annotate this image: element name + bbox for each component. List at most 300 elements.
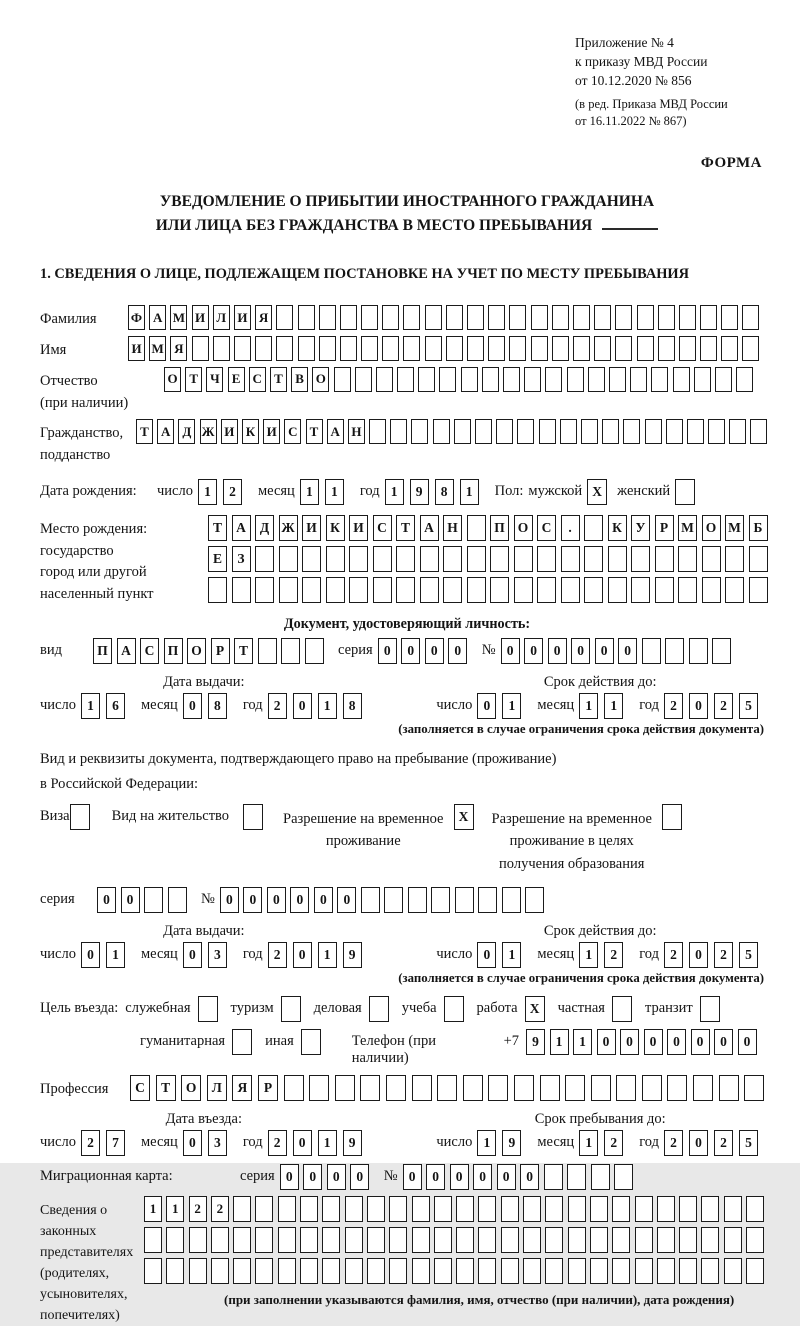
patronymic-cell[interactable]	[461, 367, 478, 392]
stay-day-cell[interactable]: 1	[477, 1130, 496, 1156]
doc-number-cell[interactable]	[689, 638, 708, 664]
representatives-line3-cell[interactable]	[612, 1258, 630, 1284]
birth-place-line2-cell[interactable]	[302, 546, 321, 572]
permit-issue-month-cell[interactable]: 0	[183, 942, 202, 968]
birth-place-line1-cell[interactable]: И	[349, 515, 368, 541]
phone-number-cell[interactable]: 0	[597, 1029, 616, 1055]
patronymic-cell[interactable]	[355, 367, 372, 392]
given-name-cell[interactable]	[446, 336, 463, 361]
representatives-line3-cell[interactable]	[545, 1258, 563, 1284]
migration-number-cell[interactable]	[614, 1164, 633, 1190]
permit-expiry-month-cell[interactable]: 2	[604, 942, 623, 968]
doc-issue-month-cell[interactable]: 0	[183, 693, 202, 719]
purpose-work-checkbox-cell[interactable]: X	[525, 996, 545, 1022]
patronymic-cell[interactable]	[418, 367, 435, 392]
birth-place-line1-cell[interactable]: Д	[255, 515, 274, 541]
doc-issue-year-cell[interactable]: 0	[293, 693, 312, 719]
representatives-line2-cell[interactable]	[590, 1227, 608, 1253]
representatives-line3-cell[interactable]	[478, 1258, 496, 1284]
permit-issue-year-cell[interactable]: 1	[318, 942, 337, 968]
patronymic-cell[interactable]	[397, 367, 414, 392]
entry-month-cell[interactable]: 0	[183, 1130, 202, 1156]
residence-permit-checkbox-cell[interactable]	[243, 804, 263, 830]
given-name-cell[interactable]: М	[149, 336, 166, 361]
doc-issue-day-cell[interactable]: 6	[106, 693, 125, 719]
representatives-line3-cell[interactable]	[724, 1258, 742, 1284]
birth-place-line3-cell[interactable]	[232, 577, 251, 603]
birth-place-line2-cell[interactable]	[349, 546, 368, 572]
doc-series-cell[interactable]: 0	[401, 638, 420, 664]
representatives-line2-cell[interactable]	[612, 1227, 630, 1253]
citizenship-cell[interactable]	[623, 419, 640, 444]
representatives-line1-cell[interactable]	[233, 1196, 251, 1222]
representatives-line1-cell[interactable]	[568, 1196, 586, 1222]
phone-number-cell[interactable]: 0	[691, 1029, 710, 1055]
entry-year-cell[interactable]: 1	[318, 1130, 337, 1156]
given-name-cell[interactable]	[213, 336, 230, 361]
permit-issue-year-cell[interactable]: 2	[268, 942, 287, 968]
birth-place-line3-cell[interactable]	[702, 577, 721, 603]
permit-number-cell[interactable]	[361, 887, 380, 913]
edu-residence-checkbox-cell[interactable]	[662, 804, 682, 830]
phone-number-cell[interactable]: 0	[738, 1029, 757, 1055]
representatives-line3-cell[interactable]	[679, 1258, 697, 1284]
representatives-line2-cell[interactable]	[501, 1227, 519, 1253]
representatives-line2-cell[interactable]	[523, 1227, 541, 1253]
representatives-line3-cell[interactable]	[144, 1258, 162, 1284]
representatives-line2-cell[interactable]	[701, 1227, 719, 1253]
given-name-cell[interactable]	[637, 336, 654, 361]
representatives-line3-cell[interactable]	[456, 1258, 474, 1284]
permit-number-cell[interactable]	[502, 887, 521, 913]
representatives-line3-cell[interactable]	[635, 1258, 653, 1284]
representatives-line3-cell[interactable]	[746, 1258, 764, 1284]
citizenship-cell[interactable]: А	[157, 419, 174, 444]
doc-number-cell[interactable]: 0	[618, 638, 637, 664]
permit-number-cell[interactable]	[525, 887, 544, 913]
representatives-line3-cell[interactable]	[389, 1258, 407, 1284]
citizenship-cell[interactable]: А	[327, 419, 344, 444]
representatives-line1-cell[interactable]	[434, 1196, 452, 1222]
birth-place-line3-cell[interactable]	[208, 577, 227, 603]
representatives-line1-cell[interactable]: 1	[166, 1196, 184, 1222]
purpose-tourism-checkbox-cell[interactable]	[281, 996, 301, 1022]
citizenship-cell[interactable]	[433, 419, 450, 444]
phone-number-cell[interactable]: 0	[714, 1029, 733, 1055]
birth-place-line1-cell[interactable]: П	[490, 515, 509, 541]
profession-cell[interactable]	[591, 1075, 611, 1101]
representatives-line2-cell[interactable]	[545, 1227, 563, 1253]
given-name-cell[interactable]	[340, 336, 357, 361]
representatives-line2-cell[interactable]	[478, 1227, 496, 1253]
permit-expiry-year-cell[interactable]: 2	[714, 942, 733, 968]
entry-month-cell[interactable]: 3	[208, 1130, 227, 1156]
birth-place-line2-cell[interactable]	[584, 546, 603, 572]
birth-place-line3-cell[interactable]	[396, 577, 415, 603]
profession-cell[interactable]: С	[130, 1075, 150, 1101]
doc-issue-year-cell[interactable]: 8	[343, 693, 362, 719]
birth-place-line1-cell[interactable]: М	[678, 515, 697, 541]
surname-cell[interactable]	[488, 305, 505, 330]
representatives-line1-cell[interactable]	[746, 1196, 764, 1222]
representatives-line2-cell[interactable]	[144, 1227, 162, 1253]
citizenship-cell[interactable]	[454, 419, 471, 444]
given-name-cell[interactable]	[361, 336, 378, 361]
doc-kind-cell[interactable]: О	[187, 638, 206, 664]
representatives-line2-cell[interactable]	[233, 1227, 251, 1253]
surname-cell[interactable]	[361, 305, 378, 330]
representatives-line1-cell[interactable]	[724, 1196, 742, 1222]
patronymic-cell[interactable]	[482, 367, 499, 392]
representatives-line3-cell[interactable]	[255, 1258, 273, 1284]
citizenship-cell[interactable]	[729, 419, 746, 444]
migration-number-cell[interactable]: 0	[497, 1164, 516, 1190]
surname-cell[interactable]	[742, 305, 759, 330]
representatives-line3-cell[interactable]	[278, 1258, 296, 1284]
surname-cell[interactable]	[340, 305, 357, 330]
migration-number-cell[interactable]: 0	[426, 1164, 445, 1190]
doc-kind-cell[interactable]: Р	[211, 638, 230, 664]
birth-place-line3-cell[interactable]	[420, 577, 439, 603]
surname-cell[interactable]: А	[149, 305, 166, 330]
doc-kind-cell[interactable]: А	[117, 638, 136, 664]
doc-number-cell[interactable]: 0	[548, 638, 567, 664]
citizenship-cell[interactable]	[411, 419, 428, 444]
birth-place-line1-cell[interactable]: Т	[396, 515, 415, 541]
doc-expiry-year-cell[interactable]: 0	[689, 693, 708, 719]
patronymic-cell[interactable]: Ч	[206, 367, 223, 392]
birth-place-line3-cell[interactable]	[749, 577, 768, 603]
patronymic-cell[interactable]: Т	[270, 367, 287, 392]
given-name-cell[interactable]	[573, 336, 590, 361]
citizenship-cell[interactable]: С	[284, 419, 301, 444]
birth-place-line3-cell[interactable]	[255, 577, 274, 603]
representatives-line3-cell[interactable]	[322, 1258, 340, 1284]
doc-expiry-year-cell[interactable]: 2	[664, 693, 683, 719]
birth-place-line3-cell[interactable]	[279, 577, 298, 603]
representatives-line1-cell[interactable]: 2	[189, 1196, 207, 1222]
doc-issue-year-cell[interactable]: 1	[318, 693, 337, 719]
representatives-line3-cell[interactable]	[412, 1258, 430, 1284]
entry-year-cell[interactable]: 0	[293, 1130, 312, 1156]
migration-number-cell[interactable]	[544, 1164, 563, 1190]
permit-expiry-year-cell[interactable]: 2	[664, 942, 683, 968]
migration-series-cell[interactable]: 0	[327, 1164, 346, 1190]
given-name-cell[interactable]	[403, 336, 420, 361]
representatives-line1-cell[interactable]: 1	[144, 1196, 162, 1222]
permit-number-cell[interactable]	[384, 887, 403, 913]
representatives-line1-cell[interactable]	[300, 1196, 318, 1222]
birth-place-line3-cell[interactable]	[608, 577, 627, 603]
patronymic-cell[interactable]: О	[312, 367, 329, 392]
stay-year-cell[interactable]: 5	[739, 1130, 758, 1156]
birth-place-line2-cell[interactable]	[279, 546, 298, 572]
surname-cell[interactable]	[700, 305, 717, 330]
phone-number-cell[interactable]: 0	[620, 1029, 639, 1055]
stay-year-cell[interactable]: 2	[714, 1130, 733, 1156]
given-name-cell[interactable]	[700, 336, 717, 361]
doc-series-cell[interactable]: 0	[378, 638, 397, 664]
doc-series-cell[interactable]: 0	[425, 638, 444, 664]
permit-number-cell[interactable]: 0	[267, 887, 286, 913]
patronymic-cell[interactable]	[567, 367, 584, 392]
profession-cell[interactable]	[540, 1075, 560, 1101]
phone-number-cell[interactable]: 1	[573, 1029, 592, 1055]
birth-place-line2-cell[interactable]	[490, 546, 509, 572]
representatives-line1-cell[interactable]	[701, 1196, 719, 1222]
representatives-line1-cell[interactable]	[501, 1196, 519, 1222]
given-name-cell[interactable]	[425, 336, 442, 361]
given-name-cell[interactable]	[615, 336, 632, 361]
birth-month-cell[interactable]: 1	[325, 479, 344, 505]
profession-cell[interactable]	[693, 1075, 713, 1101]
citizenship-cell[interactable]	[369, 419, 386, 444]
permit-number-cell[interactable]: 0	[243, 887, 262, 913]
birth-place-line1-cell[interactable]: Ж	[279, 515, 298, 541]
given-name-cell[interactable]	[255, 336, 272, 361]
doc-number-cell[interactable]	[642, 638, 661, 664]
stay-day-cell[interactable]: 9	[502, 1130, 521, 1156]
birth-place-line3-cell[interactable]	[302, 577, 321, 603]
representatives-line2-cell[interactable]	[657, 1227, 675, 1253]
doc-kind-cell[interactable]	[281, 638, 300, 664]
surname-cell[interactable]	[403, 305, 420, 330]
birth-place-line2-cell[interactable]	[702, 546, 721, 572]
citizenship-cell[interactable]	[666, 419, 683, 444]
purpose-other-checkbox-cell[interactable]	[301, 1029, 321, 1055]
given-name-cell[interactable]	[721, 336, 738, 361]
birth-place-line3-cell[interactable]	[514, 577, 533, 603]
stay-year-cell[interactable]: 2	[664, 1130, 683, 1156]
representatives-line2-cell[interactable]	[635, 1227, 653, 1253]
permit-series-cell[interactable]	[168, 887, 187, 913]
given-name-cell[interactable]: Я	[170, 336, 187, 361]
doc-kind-cell[interactable]	[258, 638, 277, 664]
birth-place-line3-cell[interactable]	[467, 577, 486, 603]
representatives-line1-cell[interactable]	[590, 1196, 608, 1222]
surname-cell[interactable]	[319, 305, 336, 330]
doc-kind-cell[interactable]: П	[93, 638, 112, 664]
purpose-humanitarian-checkbox-cell[interactable]	[232, 1029, 252, 1055]
profession-cell[interactable]	[437, 1075, 457, 1101]
representatives-line3-cell[interactable]	[345, 1258, 363, 1284]
representatives-line3-cell[interactable]	[233, 1258, 251, 1284]
representatives-line2-cell[interactable]	[412, 1227, 430, 1253]
representatives-line3-cell[interactable]	[701, 1258, 719, 1284]
given-name-cell[interactable]	[531, 336, 548, 361]
birth-year-cell[interactable]: 9	[410, 479, 429, 505]
birth-year-cell[interactable]: 1	[385, 479, 404, 505]
birth-place-line3-cell[interactable]	[655, 577, 674, 603]
birth-place-line2-cell[interactable]	[255, 546, 274, 572]
patronymic-cell[interactable]: С	[249, 367, 266, 392]
migration-number-cell[interactable]: 0	[450, 1164, 469, 1190]
permit-expiry-year-cell[interactable]: 5	[739, 942, 758, 968]
patronymic-cell[interactable]	[736, 367, 753, 392]
birth-place-line2-cell[interactable]	[631, 546, 650, 572]
birth-place-line1-cell[interactable]: О	[702, 515, 721, 541]
representatives-line2-cell[interactable]	[746, 1227, 764, 1253]
birth-place-line2-cell[interactable]	[514, 546, 533, 572]
birth-day-cell[interactable]: 1	[198, 479, 217, 505]
phone-number-cell[interactable]: 9	[526, 1029, 545, 1055]
phone-number-cell[interactable]: 0	[644, 1029, 663, 1055]
patronymic-cell[interactable]	[694, 367, 711, 392]
representatives-line1-cell[interactable]	[635, 1196, 653, 1222]
representatives-line3-cell[interactable]	[657, 1258, 675, 1284]
citizenship-cell[interactable]: К	[242, 419, 259, 444]
migration-number-cell[interactable]: 0	[403, 1164, 422, 1190]
citizenship-cell[interactable]: Д	[178, 419, 195, 444]
profession-cell[interactable]	[335, 1075, 355, 1101]
birth-place-line3-cell[interactable]	[561, 577, 580, 603]
doc-number-cell[interactable]: 0	[595, 638, 614, 664]
profession-cell[interactable]: Я	[232, 1075, 252, 1101]
doc-kind-cell[interactable]	[305, 638, 324, 664]
doc-number-cell[interactable]	[712, 638, 731, 664]
patronymic-cell[interactable]	[651, 367, 668, 392]
permit-issue-year-cell[interactable]: 9	[343, 942, 362, 968]
representatives-line2-cell[interactable]	[367, 1227, 385, 1253]
doc-number-cell[interactable]: 0	[501, 638, 520, 664]
surname-cell[interactable]: Л	[213, 305, 230, 330]
patronymic-cell[interactable]	[334, 367, 351, 392]
citizenship-cell[interactable]	[750, 419, 767, 444]
birth-place-line2-cell[interactable]	[608, 546, 627, 572]
permit-expiry-day-cell[interactable]: 0	[477, 942, 496, 968]
given-name-cell[interactable]	[319, 336, 336, 361]
citizenship-cell[interactable]	[496, 419, 513, 444]
permit-expiry-year-cell[interactable]: 0	[689, 942, 708, 968]
migration-series-cell[interactable]: 0	[350, 1164, 369, 1190]
citizenship-cell[interactable]	[708, 419, 725, 444]
citizenship-cell[interactable]: Ж	[200, 419, 217, 444]
birth-place-line1-cell[interactable]: Т	[208, 515, 227, 541]
permit-expiry-month-cell[interactable]: 1	[579, 942, 598, 968]
citizenship-cell[interactable]	[390, 419, 407, 444]
representatives-line3-cell[interactable]	[189, 1258, 207, 1284]
surname-cell[interactable]	[298, 305, 315, 330]
citizenship-cell[interactable]	[645, 419, 662, 444]
birth-place-line2-cell[interactable]	[655, 546, 674, 572]
birth-place-line2-cell[interactable]	[326, 546, 345, 572]
permit-number-cell[interactable]	[431, 887, 450, 913]
profession-cell[interactable]	[488, 1075, 508, 1101]
representatives-line3-cell[interactable]	[434, 1258, 452, 1284]
given-name-cell[interactable]	[552, 336, 569, 361]
representatives-line2-cell[interactable]	[568, 1227, 586, 1253]
birth-place-line3-cell[interactable]	[631, 577, 650, 603]
birth-place-line1-cell[interactable]: М	[725, 515, 744, 541]
given-name-cell[interactable]	[298, 336, 315, 361]
profession-cell[interactable]	[667, 1075, 687, 1101]
stay-month-cell[interactable]: 1	[579, 1130, 598, 1156]
purpose-study-checkbox-cell[interactable]	[444, 996, 464, 1022]
birth-place-line1-cell[interactable]: Р	[655, 515, 674, 541]
migration-number-cell[interactable]	[591, 1164, 610, 1190]
patronymic-cell[interactable]	[630, 367, 647, 392]
surname-cell[interactable]	[615, 305, 632, 330]
migration-series-cell[interactable]: 0	[303, 1164, 322, 1190]
surname-cell[interactable]	[509, 305, 526, 330]
doc-expiry-year-cell[interactable]: 5	[739, 693, 758, 719]
surname-cell[interactable]	[573, 305, 590, 330]
entry-day-cell[interactable]: 2	[81, 1130, 100, 1156]
citizenship-cell[interactable]	[602, 419, 619, 444]
representatives-line2-cell[interactable]	[211, 1227, 229, 1253]
surname-cell[interactable]	[467, 305, 484, 330]
patronymic-cell[interactable]	[609, 367, 626, 392]
representatives-line1-cell[interactable]	[322, 1196, 340, 1222]
given-name-cell[interactable]	[382, 336, 399, 361]
profession-cell[interactable]	[412, 1075, 432, 1101]
representatives-line1-cell[interactable]	[278, 1196, 296, 1222]
doc-number-cell[interactable]: 0	[571, 638, 590, 664]
given-name-cell[interactable]	[509, 336, 526, 361]
surname-cell[interactable]: М	[170, 305, 187, 330]
patronymic-cell[interactable]	[673, 367, 690, 392]
birth-place-line3-cell[interactable]	[725, 577, 744, 603]
patronymic-cell[interactable]	[524, 367, 541, 392]
birth-place-line1-cell[interactable]	[584, 515, 603, 541]
permit-number-cell[interactable]	[478, 887, 497, 913]
birth-place-line2-cell[interactable]	[725, 546, 744, 572]
stay-month-cell[interactable]: 2	[604, 1130, 623, 1156]
patronymic-cell[interactable]: Е	[228, 367, 245, 392]
given-name-cell[interactable]	[467, 336, 484, 361]
representatives-line2-cell[interactable]	[679, 1227, 697, 1253]
surname-cell[interactable]	[425, 305, 442, 330]
purpose-official-checkbox-cell[interactable]	[198, 996, 218, 1022]
birth-place-line1-cell[interactable]	[467, 515, 486, 541]
given-name-cell[interactable]	[742, 336, 759, 361]
given-name-cell[interactable]	[594, 336, 611, 361]
surname-cell[interactable]	[637, 305, 654, 330]
representatives-line2-cell[interactable]	[322, 1227, 340, 1253]
permit-number-cell[interactable]: 0	[290, 887, 309, 913]
representatives-line2-cell[interactable]	[189, 1227, 207, 1253]
birth-year-cell[interactable]: 1	[460, 479, 479, 505]
doc-issue-year-cell[interactable]: 2	[268, 693, 287, 719]
representatives-line2-cell[interactable]	[255, 1227, 273, 1253]
surname-cell[interactable]	[382, 305, 399, 330]
profession-cell[interactable]: Т	[156, 1075, 176, 1101]
representatives-line2-cell[interactable]	[724, 1227, 742, 1253]
birth-place-line1-cell[interactable]: И	[302, 515, 321, 541]
profession-cell[interactable]: Л	[207, 1075, 227, 1101]
entry-day-cell[interactable]: 7	[106, 1130, 125, 1156]
birth-place-line2-cell[interactable]	[678, 546, 697, 572]
representatives-line1-cell[interactable]: 2	[211, 1196, 229, 1222]
patronymic-cell[interactable]	[503, 367, 520, 392]
citizenship-cell[interactable]: Н	[348, 419, 365, 444]
citizenship-cell[interactable]: И	[263, 419, 280, 444]
temp-residence-checkbox-cell[interactable]: X	[454, 804, 474, 830]
representatives-line2-cell[interactable]	[345, 1227, 363, 1253]
birth-place-line3-cell[interactable]	[443, 577, 462, 603]
citizenship-cell[interactable]	[475, 419, 492, 444]
given-name-cell[interactable]	[679, 336, 696, 361]
representatives-line1-cell[interactable]	[679, 1196, 697, 1222]
birth-place-line3-cell[interactable]	[373, 577, 392, 603]
birth-place-line2-cell[interactable]	[749, 546, 768, 572]
representatives-line1-cell[interactable]	[255, 1196, 273, 1222]
migration-number-cell[interactable]	[567, 1164, 586, 1190]
surname-cell[interactable]: И	[234, 305, 251, 330]
birth-place-line1-cell[interactable]: К	[326, 515, 345, 541]
birth-place-line2-cell[interactable]	[373, 546, 392, 572]
birth-place-line1-cell[interactable]: А	[232, 515, 251, 541]
